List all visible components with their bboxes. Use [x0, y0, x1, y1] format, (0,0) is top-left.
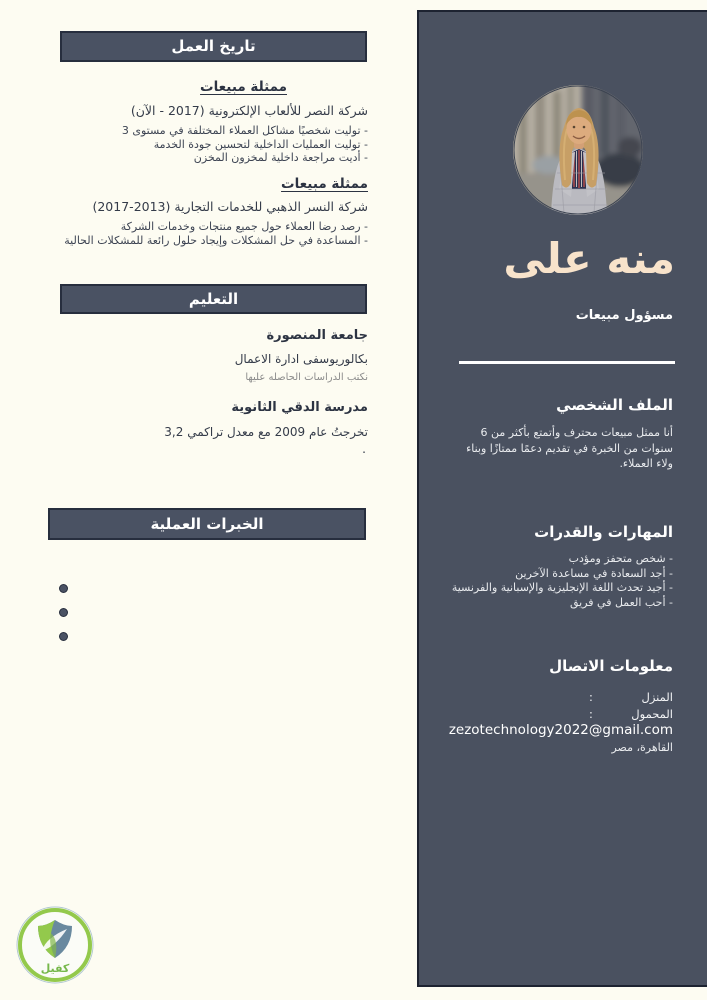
mobile-colon: : — [589, 707, 593, 721]
job-title: ممثلة مبيعات — [281, 176, 368, 192]
job-bullet: - المساعدة في حل المشكلات وإيجاد حلول رائعة للمشكلات الحالية — [64, 233, 368, 247]
profile-photo-image — [513, 85, 643, 215]
school-name: جامعة المنصورة — [266, 328, 368, 343]
skills-list — [452, 552, 673, 610]
job-bullet: - توليت العمليات الداخلية لتحسين جودة الخدمة — [153, 137, 368, 151]
company-line: شركة النصر للألعاب الإلكترونية (2017 - الآن) — [130, 103, 368, 118]
work-history-header-bar — [60, 31, 367, 62]
job-bullet: - أديت مراجعة داخلية لمخزون المخزن — [193, 151, 368, 164]
school-name: مدرسة الدقي الثانوية — [231, 400, 368, 415]
profile-photo — [513, 85, 643, 215]
job-bullet: - رصد رضا العملاء حول جميع منتجات وخدمات الشركة — [120, 220, 368, 233]
shield-leaf-icon — [15, 905, 95, 985]
empty-bullet-dot — [59, 584, 68, 593]
location-text: القاهرة، مصر — [611, 741, 673, 754]
experiences-header-bar — [48, 508, 366, 540]
work-history-header-label: تاريخ العمل — [171, 37, 256, 55]
contact-section-heading: معلومات الاتصال — [549, 657, 673, 675]
watermark-text: كفيل — [40, 962, 70, 975]
home-colon: : — [589, 690, 593, 704]
skill-item: - أحب العمل في فريق — [569, 595, 673, 609]
education-note: نكتب الدراسات الحاصله عليها — [245, 372, 368, 383]
skills-section-heading: المهارات والقدرات — [534, 523, 673, 541]
skill-item: - أجيد تحدث اللغة الإنجليزية والإسبانية والفرنسية — [451, 581, 673, 594]
sidebar — [417, 10, 707, 987]
degree-line: بكالوريوسفى ادارة الاعمال — [234, 352, 368, 366]
degree-line: تخرجتُ عام 2009 مع معدل تراكمي 3,2 — [164, 425, 368, 439]
job-bullet: - توليت شخصيًا مشاكل العملاء المختلفة في مستوى 3 — [121, 124, 368, 137]
empty-bullet-dot — [59, 608, 68, 617]
job-title: ممثلة مبيعات — [200, 79, 287, 95]
profile-section-heading: الملف الشخصي — [556, 396, 673, 414]
watermark-logo — [15, 905, 95, 985]
home-label: المنزل — [641, 690, 673, 704]
empty-bullet-dot — [59, 632, 68, 641]
email-text: zezotechnology2022@gmail.com — [448, 722, 673, 738]
sidebar-job-title: مسؤول مبيعات — [575, 308, 673, 323]
profile-name: منه على — [503, 234, 675, 283]
contact-row-home — [589, 690, 673, 704]
mobile-label: المحمول — [631, 707, 673, 721]
contact-row-mobile — [589, 707, 673, 721]
profile-text: أنا ممثل مبيعات محترف وأتمتع بأكثر من 6 سنوات من الخبرة في تقديم دعمًا ممتازًا وبناء ولاء العملاء. — [466, 426, 673, 470]
education-header-label: التعليم — [188, 290, 239, 308]
company-line: شركة النسر الذهبي للخدمات التجارية (2013-2017) — [92, 199, 368, 214]
job-bullet-list — [64, 220, 368, 247]
skill-item: - شخص متحفز ومؤدب — [568, 552, 673, 565]
skill-item: - أجد السعادة في مساعدة الآخرين — [515, 566, 673, 580]
stray-period: . — [362, 442, 366, 456]
education-header-bar — [60, 284, 367, 314]
divider-line — [459, 361, 675, 364]
experiences-header-label: الخبرات العملية — [150, 515, 264, 533]
job-bullet-list — [122, 124, 368, 165]
